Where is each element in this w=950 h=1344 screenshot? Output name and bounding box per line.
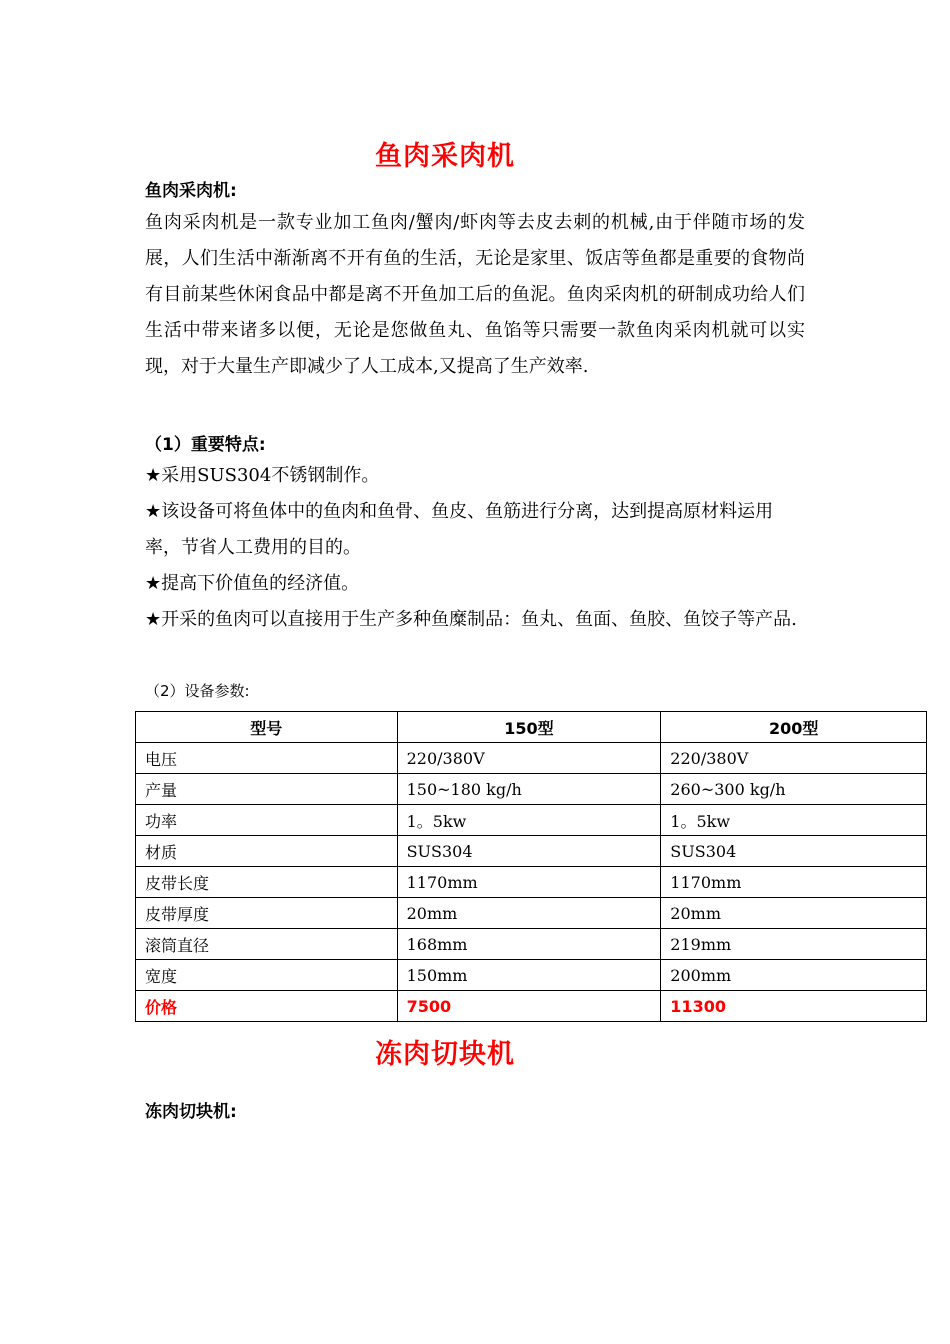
page-title-frozen-meat-cutter: 冻肉切块机 (375, 1039, 515, 1070)
header-200: 200型 (661, 712, 927, 743)
cell-200: 200mm (661, 960, 927, 991)
cell-200: 20mm (661, 898, 927, 929)
section-key-features: （1）重要特点: (145, 435, 266, 455)
table-row (136, 836, 927, 867)
star-icon: ★ (145, 465, 162, 486)
feature-item (145, 458, 805, 494)
feature-text: 采用SUS304不锈钢制作。 (161, 465, 380, 486)
table-header-row (136, 712, 927, 743)
feature-item (145, 566, 805, 602)
feature-item (145, 494, 805, 566)
cell-200: 1。5kw (661, 805, 927, 836)
row-label: 材质 (136, 836, 398, 867)
table-row (136, 805, 927, 836)
cell-150: 150~180 kg/h (397, 774, 661, 805)
row-label: 宽度 (136, 960, 398, 991)
spec-table (135, 711, 927, 1022)
cell-150: 220/380V (397, 743, 661, 774)
cell-150: 20mm (397, 898, 661, 929)
page-title-fish-meat-separator: 鱼肉采肉机 (375, 141, 515, 172)
cell-150: 7500 (397, 991, 661, 1022)
table-row (136, 743, 927, 774)
feature-item (145, 602, 805, 638)
table-row-price (136, 991, 927, 1022)
cell-200: 220/380V (661, 743, 927, 774)
row-label: 功率 (136, 805, 398, 836)
table-row (136, 960, 927, 991)
feature-text: 提高下价值鱼的经济值。 (161, 573, 360, 594)
header-model: 型号 (136, 712, 398, 743)
cell-150: 1。5kw (397, 805, 661, 836)
row-label: 产量 (136, 774, 398, 805)
feature-list (145, 458, 805, 638)
row-label: 电压 (136, 743, 398, 774)
row-label: 滚筒直径 (136, 929, 398, 960)
row-label: 皮带长度 (136, 867, 398, 898)
cell-150: SUS304 (397, 836, 661, 867)
row-label: 价格 (136, 991, 398, 1022)
table-row (136, 774, 927, 805)
table-row (136, 898, 927, 929)
feature-text: 该设备可将鱼体中的鱼肉和鱼骨、鱼皮、鱼筋进行分离，达到提高原材料运用率，节省人工费用的目的。 (145, 501, 774, 558)
cell-150: 150mm (397, 960, 661, 991)
star-icon: ★ (145, 501, 162, 522)
cell-200: 219mm (661, 929, 927, 960)
row-label: 皮带厚度 (136, 898, 398, 929)
feature-text: 开采的鱼肉可以直接用于生产多种鱼糜制品：鱼丸、鱼面、鱼胶、鱼饺子等产品. (161, 609, 797, 630)
cell-200: SUS304 (661, 836, 927, 867)
header-150: 150型 (397, 712, 661, 743)
cell-200: 260~300 kg/h (661, 774, 927, 805)
subheading-fish-meat-separator: 鱼肉采肉机: (145, 181, 237, 201)
table-row (136, 929, 927, 960)
star-icon: ★ (145, 573, 162, 594)
cell-200: 1170mm (661, 867, 927, 898)
cell-150: 1170mm (397, 867, 661, 898)
cell-200: 11300 (661, 991, 927, 1022)
star-icon: ★ (145, 609, 162, 630)
intro-paragraph: 鱼肉采肉机是一款专业加工鱼肉/蟹肉/虾肉等去皮去刺的机械,由于伴随市场的发展，人们生活中渐渐离不开有鱼的生活，无论是家里、饭店等鱼都是重要的食物尚有目前某些休闲食品中都是离不开鱼加工后的鱼泥。鱼肉采肉机的研制成功给人们生活中带来诸多以便，无论是您做鱼丸、鱼馅等只需要一款鱼肉采肉机就可以实现，对于大量生产即减少了人工成本,又提高了生产效率. (145, 212, 805, 377)
cell-150: 168mm (397, 929, 661, 960)
table-row (136, 867, 927, 898)
section-equipment-parameters: （2）设备参数: (145, 682, 250, 700)
subheading-frozen-meat-cutter: 冻肉切块机: (145, 1102, 237, 1122)
